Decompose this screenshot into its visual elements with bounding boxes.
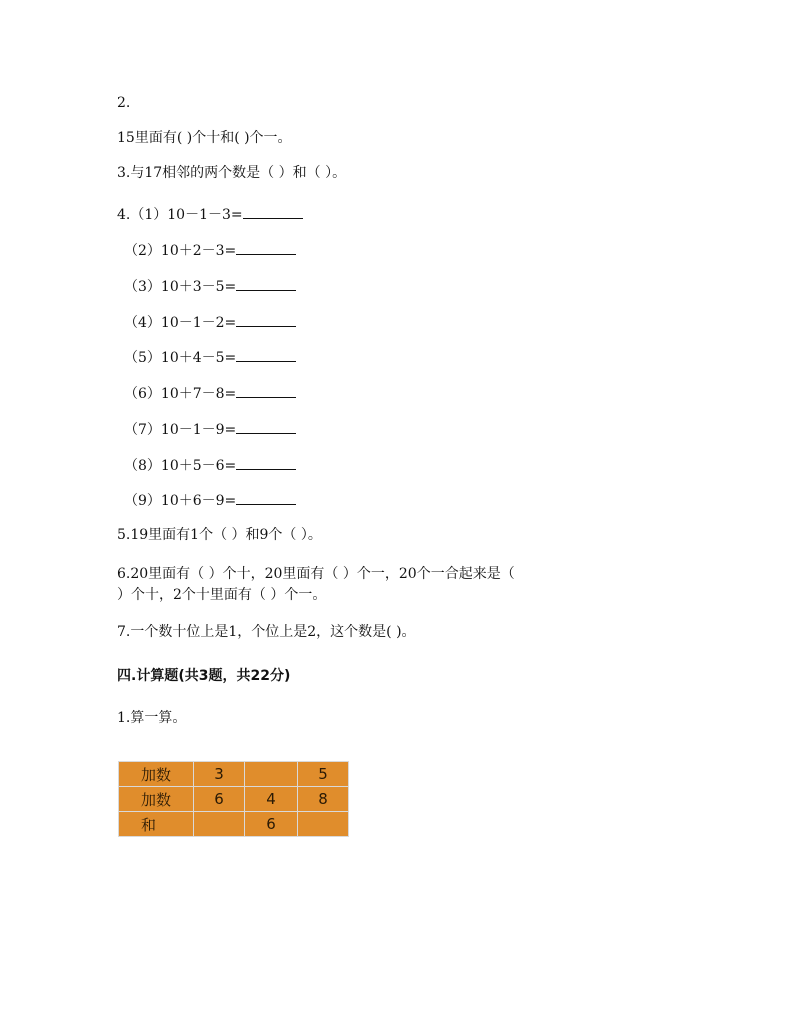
question-4-item <box>124 240 296 260</box>
calc-question-1: 1.算一算。 <box>117 710 187 726</box>
expression: （7）10－1－9= <box>124 422 237 438</box>
question-4-item <box>124 455 296 475</box>
table-cell: 5 <box>298 762 349 787</box>
table-cell: 4 <box>245 787 298 812</box>
table-cell <box>245 762 298 787</box>
table-cell: 8 <box>298 787 349 812</box>
question-4-item <box>124 347 296 367</box>
question-4-item <box>124 383 296 403</box>
question-5: 5.19里面有1个（ ）和9个（ ）。 <box>117 527 322 543</box>
answer-blank <box>236 347 296 362</box>
question-6-line-2: ）个十，2个十里面有（ ）个一。 <box>117 587 327 603</box>
expression: （4）10－1－2= <box>124 315 237 331</box>
question-4-item <box>124 419 296 439</box>
table-cell <box>298 812 349 837</box>
question-4-first <box>117 204 303 224</box>
expression: （6）10＋7－8= <box>124 386 237 402</box>
question-2-text: 15里面有( )个十和( )个一。 <box>117 130 292 146</box>
question-7: 7.一个数十位上是1，个位上是2，这个数是( )。 <box>117 624 416 640</box>
answer-blank <box>236 383 296 398</box>
answer-blank <box>236 276 296 291</box>
question-4-item <box>124 490 296 510</box>
question-4-item <box>124 312 296 332</box>
addition-table <box>118 761 349 837</box>
table-row <box>119 762 349 787</box>
answer-blank <box>236 312 296 327</box>
answer-blank <box>236 490 296 505</box>
expression: （3）10＋3－5= <box>124 279 237 295</box>
table-row <box>119 812 349 837</box>
table-cell: 6 <box>194 787 245 812</box>
question-3: 3.与17相邻的两个数是（ ）和（ ）。 <box>117 165 347 181</box>
table-cell <box>194 812 245 837</box>
question-4-item <box>124 276 296 296</box>
question-4-expression: 4.（1）10－1－3= <box>117 207 243 223</box>
table-cell: 加数 <box>119 762 194 787</box>
section-title: 四.计算题(共3题，共22分) <box>117 668 291 684</box>
answer-blank <box>236 419 296 434</box>
table-cell: 3 <box>194 762 245 787</box>
table-cell: 加数 <box>119 787 194 812</box>
answer-blank <box>236 455 296 470</box>
table-cell: 和 <box>119 812 194 837</box>
table-row <box>119 787 349 812</box>
expression: （5）10＋4－5= <box>124 350 237 366</box>
question-6-line-1: 6.20里面有（ ）个十，20里面有（ ）个一，20个一合起来是（ <box>117 566 515 582</box>
answer-blank <box>243 204 303 219</box>
expression: （8）10＋5－6= <box>124 458 237 474</box>
expression: （9）10＋6－9= <box>124 493 237 509</box>
answer-blank <box>236 240 296 255</box>
table-cell: 6 <box>245 812 298 837</box>
question-2-number: 2. <box>117 95 131 111</box>
expression: （2）10＋2－3= <box>124 243 237 259</box>
